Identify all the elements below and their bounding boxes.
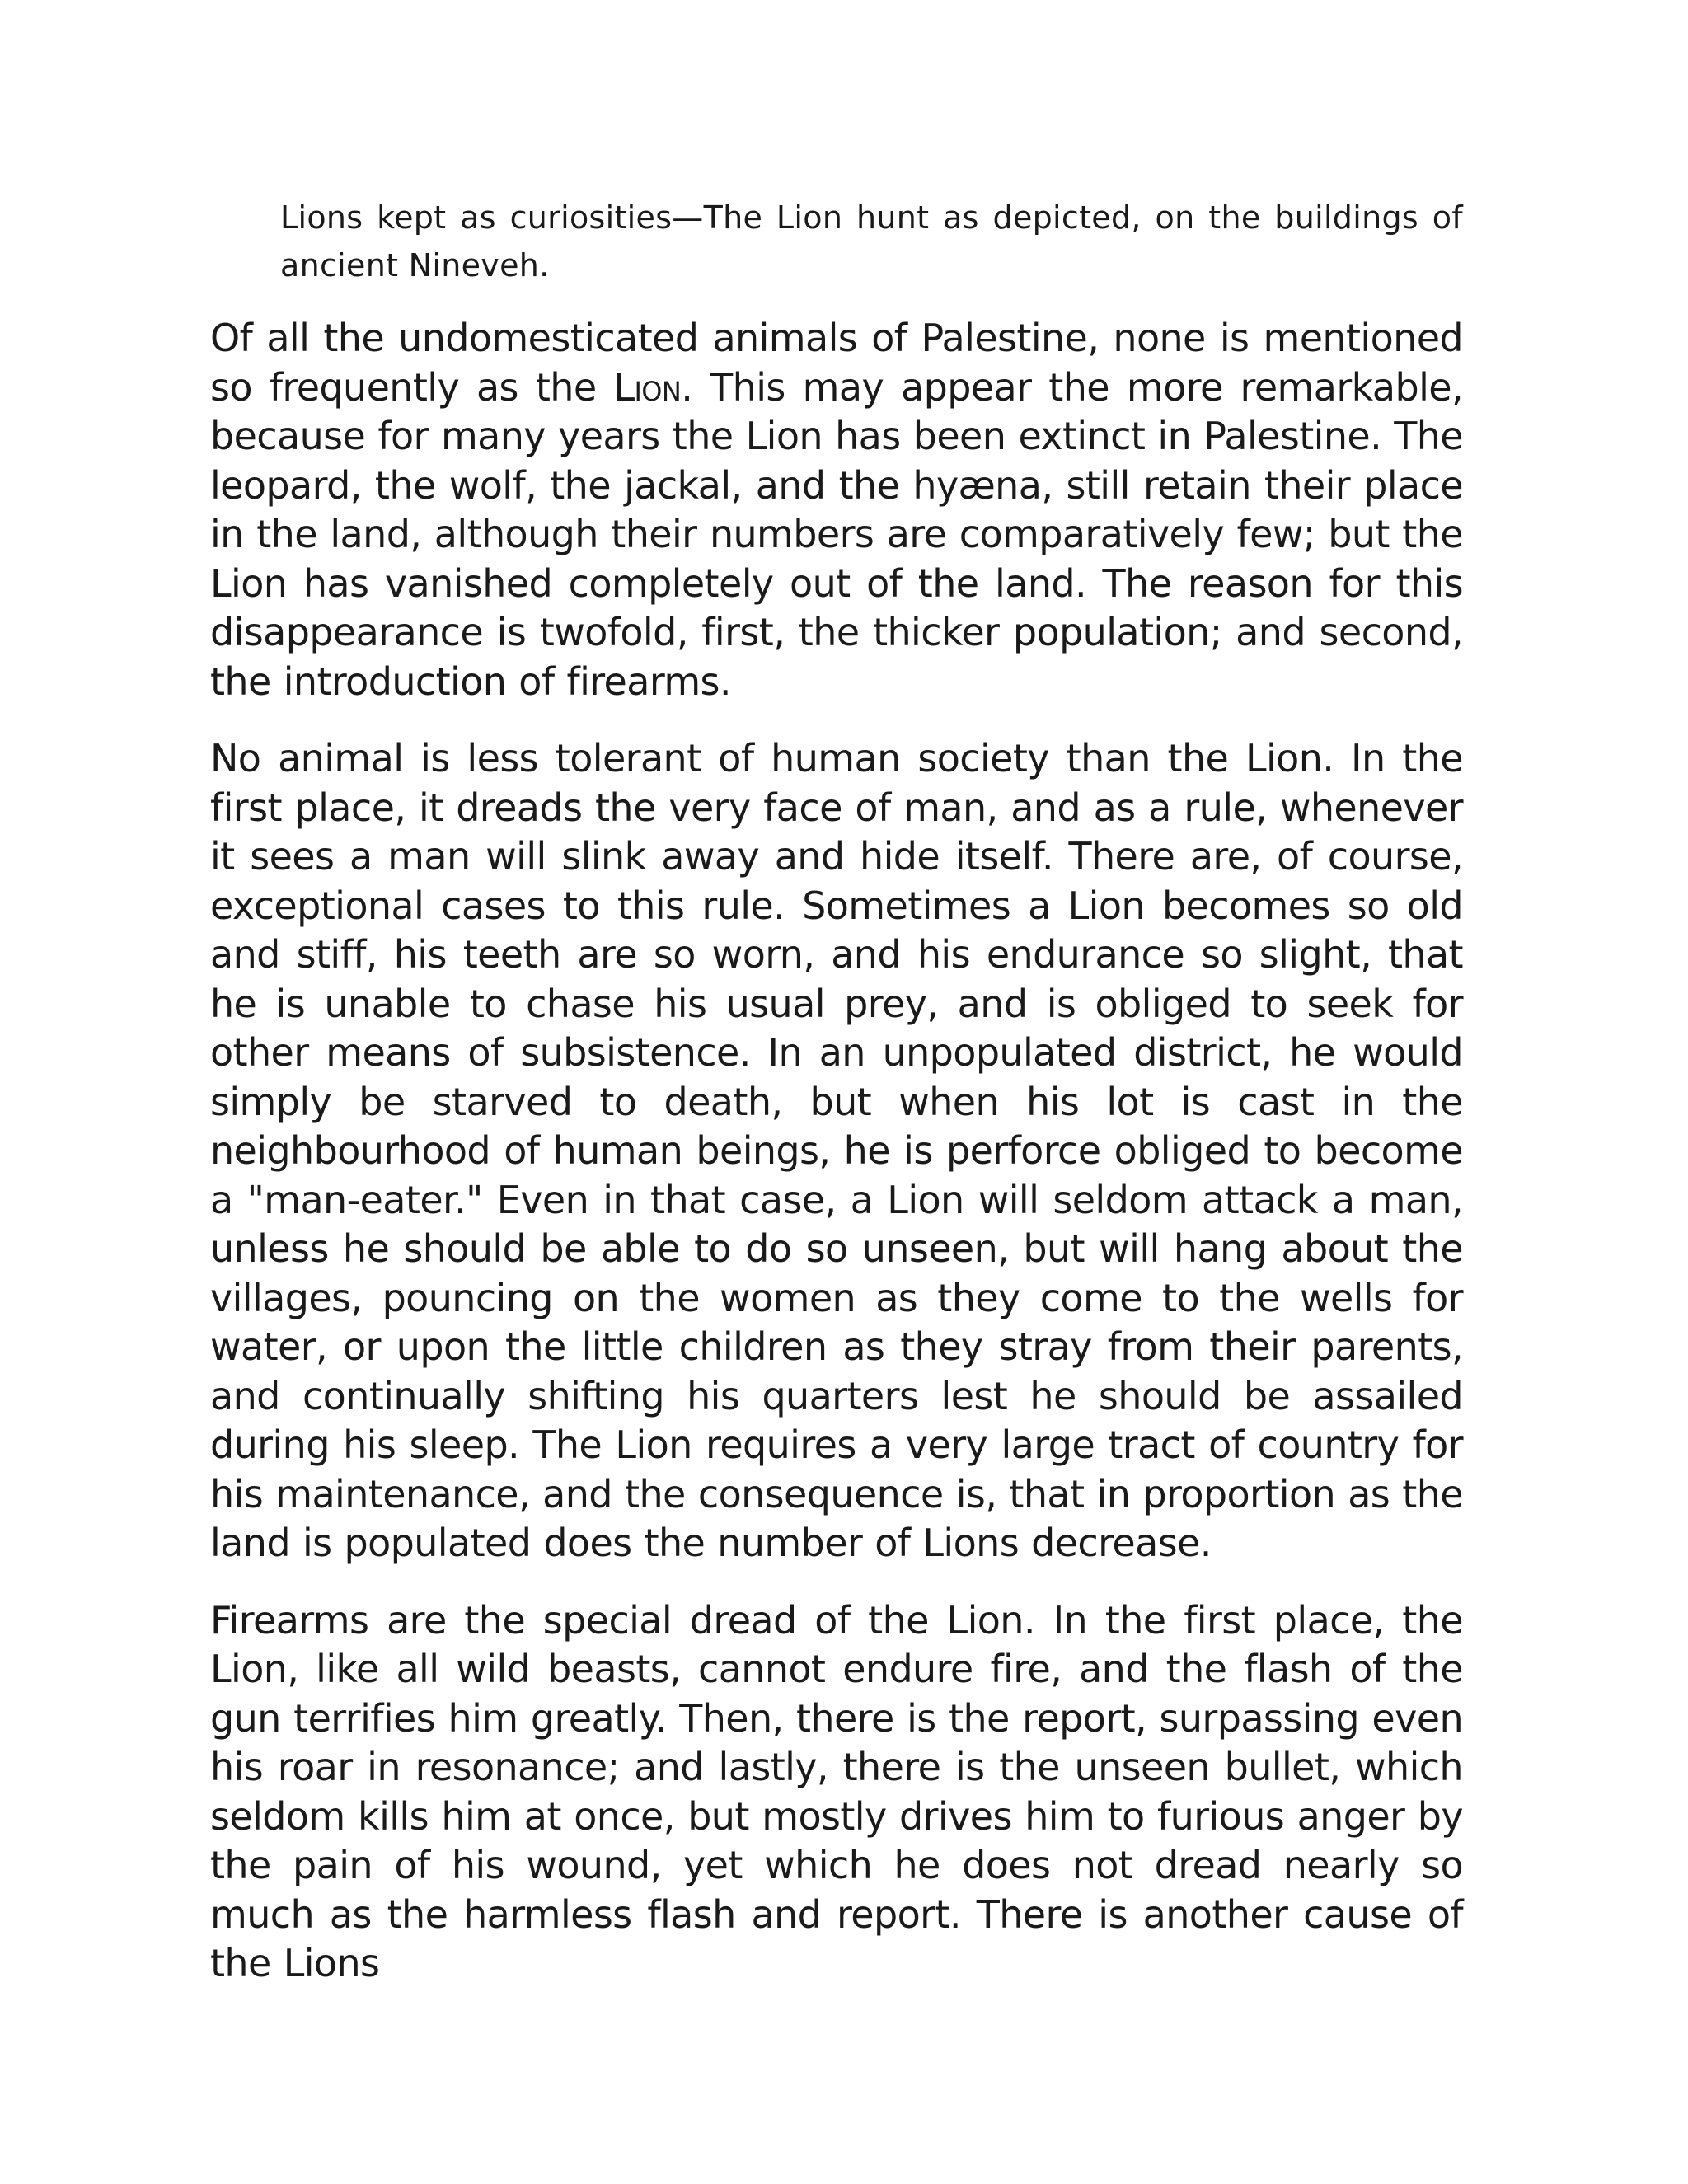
paragraph-1	[210, 314, 1463, 706]
document-page	[210, 194, 1463, 1989]
chapter-summary: Lions kept as curiosities—The Lion hunt as depicted, on the buildings of ancient Nineveh.	[280, 199, 1463, 284]
paragraph-2: No animal is less tolerant of human society than the Lion. In the first place, it dreads the very face of man, and as a rule, whenever it sees a man will slink away and hide itself. There are, of course, exceptional cases to this rule. Sometimes a Lion becomes so old and stiff, his teeth are so worn, and his endurance so slight, that he is unable to chase his usual prey, and is obliged to seek for other means of subsistence. In an unpopulated district, he would simply be starved to death, but when his lot is cast in the neighbourhood of human beings, he is perforce obliged to become a "man-eater." Even in that case, a Lion will seldom attack a man, unless he should be able to do so unseen, but will hang about the villages, pouncing on the women as they come to the wells for water, or upon the little children as they stray from their parents, and continually shifting his quarters lest he should be assailed during his sleep. The Lion requires a very large tract of country for his maintenance, and the consequence is, that in proportion as the land is populated does the number of Lions decrease.	[210, 736, 1463, 1565]
paragraph-3: Firearms are the special dread of the Lion. In the first place, the Lion, like all wild beasts, cannot endure fire, and the flash of the gun terrifies him greatly. Then, there is the report, surpassing even his roar in resonance; and lastly, there is the unseen bullet, which seldom kills him at once, but mostly drives him to furious anger by the pain of his wound, yet which he does not dread nearly so much as the harmless flash and report. There is another cause of the Lions	[210, 1597, 1463, 1985]
paragraph-1-after: . This may appear the more remarkable, because for many years the Lion has been extinct in Palestine. The leopard, the wolf, the jackal, and the hyæna, still retain their place in the land, although their numbers are comparatively few; but the Lion has vanished completely out of the land. The reason for this disappearance is twofold, first, the thicker population; and second, the introduction of firearms.	[210, 364, 1463, 704]
lion-small-caps: Lion	[613, 364, 682, 410]
paragraph-1-before: Of all the undomesticated animals of Palestine, none is mentioned so frequently as the	[210, 316, 1463, 410]
